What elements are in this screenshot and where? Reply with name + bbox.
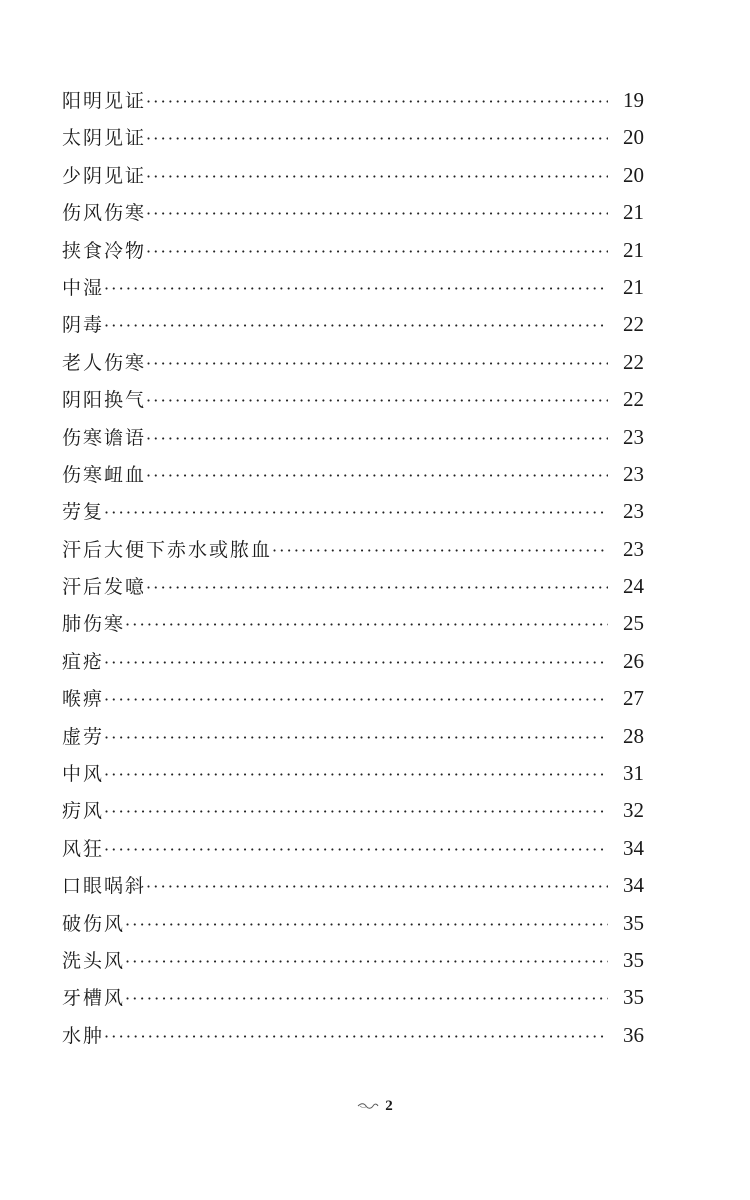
toc-entry-title: 阴毒 — [62, 314, 105, 337]
dot-leader — [146, 868, 608, 905]
dot-leader — [104, 270, 608, 307]
toc-entry — [62, 493, 644, 530]
toc-entry — [62, 905, 644, 942]
toc-entry-page-number: 20 — [623, 162, 644, 187]
toc-entry-page-number: 24 — [623, 574, 644, 599]
toc-entry-page-number: 22 — [623, 349, 644, 374]
toc-entry-page-number: 28 — [623, 723, 644, 748]
dot-leader — [146, 569, 608, 606]
dot-leader — [104, 644, 608, 681]
dot-leader — [104, 793, 608, 830]
dot-leader — [146, 382, 608, 419]
toc-entry-title: 牙槽风 — [62, 987, 126, 1010]
toc-entry-page-number: 35 — [623, 947, 644, 972]
decorative-scroll-icon — [357, 1098, 379, 1115]
toc-entry-title: 破伤风 — [62, 912, 126, 935]
toc-entry-page-number: 35 — [623, 985, 644, 1010]
toc-entry-page-number: 31 — [623, 761, 644, 786]
toc-entry-page-number: 20 — [623, 125, 644, 150]
dot-leader — [125, 943, 608, 980]
toc-entry — [62, 531, 644, 568]
toc-entry-title: 少阴见证 — [62, 164, 147, 187]
dot-leader — [104, 719, 608, 756]
toc-entry-page-number: 23 — [623, 499, 644, 524]
dot-leader — [104, 681, 608, 718]
toc-entry-page-number: 21 — [623, 200, 644, 225]
toc-entry — [62, 82, 644, 119]
toc-entry — [62, 344, 644, 381]
toc-entry-title: 劳复 — [62, 501, 105, 524]
toc-entry-title: 中湿 — [62, 276, 105, 299]
toc-entry-title: 挟食冷物 — [62, 239, 147, 262]
dot-leader — [104, 494, 608, 531]
toc-entry — [62, 1017, 644, 1054]
toc-entry-title: 太阴见证 — [62, 127, 147, 150]
toc-entry-page-number: 34 — [623, 835, 644, 860]
dot-leader — [104, 756, 608, 793]
table-of-contents — [62, 82, 644, 1054]
toc-entry — [62, 718, 644, 755]
toc-entry-title: 虚劳 — [62, 725, 105, 748]
toc-entry-title: 老人伤寒 — [62, 351, 147, 374]
toc-entry-page-number: 26 — [623, 648, 644, 673]
toc-entry-page-number: 23 — [623, 424, 644, 449]
toc-entry-title: 阳明见证 — [62, 90, 147, 112]
toc-entry — [62, 419, 644, 456]
dot-leader — [272, 532, 608, 569]
toc-entry-page-number: 36 — [623, 1022, 644, 1047]
dot-leader — [146, 420, 608, 457]
toc-entry — [62, 755, 644, 792]
toc-entry-title: 中风 — [62, 763, 105, 786]
toc-entry-page-number: 34 — [623, 873, 644, 898]
toc-entry-title: 肺伤寒 — [62, 613, 126, 636]
dot-leader — [104, 307, 608, 344]
toc-entry-page-number: 27 — [623, 686, 644, 711]
toc-entry-title: 口眼㖞斜 — [62, 875, 147, 898]
toc-entry-title: 伤风伤寒 — [62, 202, 147, 225]
toc-entry-title: 水肿 — [62, 1024, 105, 1047]
toc-entry-page-number: 23 — [623, 461, 644, 486]
dot-leader — [125, 606, 608, 643]
toc-entry-page-number: 22 — [623, 312, 644, 337]
toc-entry — [62, 942, 644, 979]
toc-entry — [62, 119, 644, 156]
toc-entry — [62, 867, 644, 904]
toc-entry-page-number: 21 — [623, 274, 644, 299]
toc-entry-title: 伤寒衄血 — [62, 463, 147, 486]
dot-leader — [104, 831, 608, 868]
toc-entry — [62, 830, 644, 867]
toc-entry-title: 汗后大便下赤水或脓血 — [62, 538, 273, 561]
dot-leader — [146, 457, 608, 494]
dot-leader — [146, 83, 608, 120]
toc-entry — [62, 680, 644, 717]
toc-entry — [62, 643, 644, 680]
toc-entry-page-number: 25 — [623, 611, 644, 636]
toc-entry — [62, 269, 644, 306]
toc-entry-title: 阴阳换气 — [62, 389, 147, 412]
page-number: 2 — [385, 1098, 393, 1114]
toc-entry — [62, 232, 644, 269]
toc-entry-page-number: 19 — [623, 88, 644, 112]
toc-entry — [62, 792, 644, 829]
toc-entry-title: 洗头风 — [62, 949, 126, 972]
toc-entry — [62, 381, 644, 418]
toc-entry — [62, 605, 644, 642]
toc-entry-title: 疽疮 — [62, 650, 105, 673]
toc-entry — [62, 194, 644, 231]
toc-entry — [62, 157, 644, 194]
dot-leader — [146, 120, 608, 157]
dot-leader — [125, 906, 608, 943]
dot-leader — [146, 158, 608, 195]
toc-entry — [62, 306, 644, 343]
toc-entry-page-number: 23 — [623, 536, 644, 561]
toc-entry-title: 伤寒谵语 — [62, 426, 147, 449]
toc-entry-page-number: 32 — [623, 798, 644, 823]
toc-entry-title: 风狂 — [62, 837, 105, 860]
dot-leader — [146, 233, 608, 270]
toc-entry-title: 喉痹 — [62, 688, 105, 711]
page-footer — [0, 1098, 750, 1115]
toc-entry — [62, 456, 644, 493]
toc-entry-title: 汗后发噫 — [62, 576, 147, 599]
toc-entry-page-number: 21 — [623, 237, 644, 262]
dot-leader — [104, 1018, 608, 1055]
dot-leader — [146, 195, 608, 232]
toc-entry-page-number: 22 — [623, 387, 644, 412]
dot-leader — [125, 980, 608, 1017]
toc-entry-page-number: 35 — [623, 910, 644, 935]
toc-entry — [62, 568, 644, 605]
dot-leader — [146, 345, 608, 382]
toc-entry — [62, 979, 644, 1016]
toc-entry-title: 疠风 — [62, 800, 105, 823]
